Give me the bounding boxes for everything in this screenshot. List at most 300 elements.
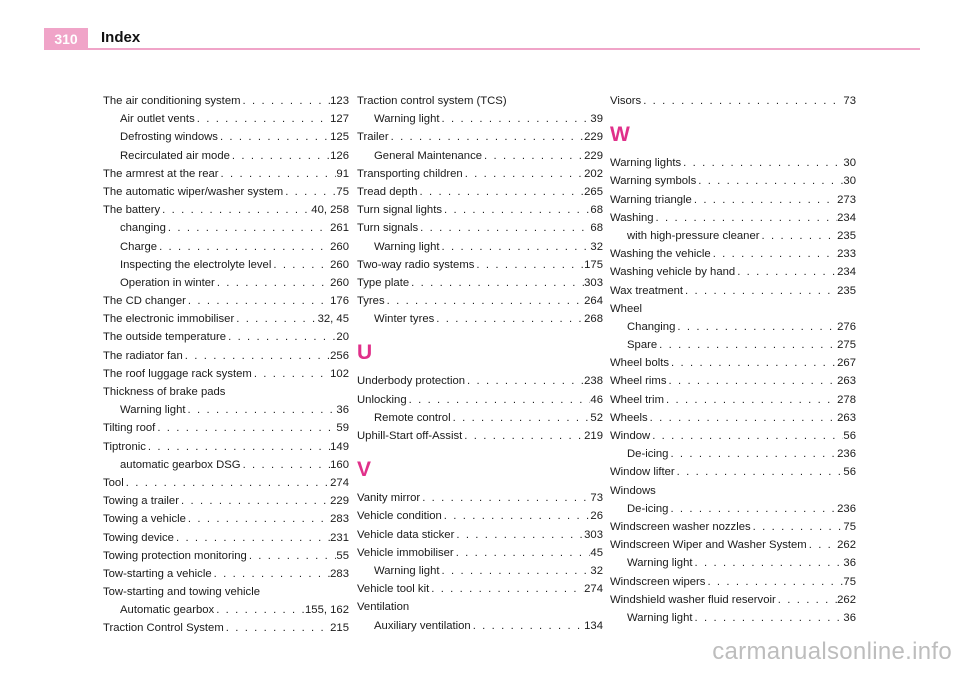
index-entry	[357, 427, 603, 445]
dot-leader	[407, 391, 591, 409]
entry-page-ref: 267	[837, 357, 856, 370]
entry-page-ref: 56	[843, 466, 856, 479]
index-subentry	[103, 238, 349, 256]
entry-page-ref: 219	[584, 430, 603, 442]
entry-page-ref: 276	[837, 320, 856, 333]
page-header	[0, 0, 960, 60]
dot-leader	[440, 110, 591, 128]
entry-page-ref: 20	[336, 331, 349, 344]
index-subentry	[357, 617, 603, 635]
entry-page-ref: 265	[584, 185, 603, 198]
entry-page-ref: 125	[330, 131, 349, 144]
entry-term: Underbody protection	[357, 375, 466, 388]
dot-leader	[166, 219, 330, 237]
entry-page-ref: 45	[590, 546, 603, 559]
entry-term: Trailer	[357, 131, 389, 144]
entry-term: Window	[610, 430, 651, 442]
entry-term: Windshield washer fluid reservoir	[610, 593, 776, 606]
index-entry	[357, 92, 603, 110]
entry-page-ref: 261	[330, 222, 349, 235]
dot-leader	[693, 609, 844, 627]
entry-page-ref: 46	[590, 393, 603, 406]
dot-leader	[157, 238, 330, 256]
index-subentry	[103, 110, 349, 128]
dot-leader	[667, 372, 838, 390]
dot-leader	[146, 438, 330, 456]
index-entry	[357, 201, 603, 219]
index-entry	[103, 529, 349, 547]
entry-page-ref: 229	[584, 131, 603, 144]
index-entry	[610, 172, 856, 190]
dot-leader	[442, 201, 590, 219]
index-entry	[357, 219, 603, 237]
index-entry	[103, 92, 349, 110]
entry-page-ref: 238	[584, 375, 603, 388]
dot-leader	[409, 274, 584, 292]
entry-term: Tread depth	[357, 185, 418, 198]
dot-leader	[179, 492, 330, 510]
entry-term: Vehicle condition	[357, 510, 442, 523]
entry-page-ref: 215	[330, 622, 349, 635]
index-subentry	[357, 147, 603, 165]
index-entry	[357, 372, 603, 390]
index-subentry	[103, 219, 349, 237]
entry-term: Washing	[610, 211, 654, 224]
entry-term: De-icing	[627, 448, 669, 461]
entry-term: Traction control system (TCS)	[357, 95, 507, 107]
index-entry	[357, 391, 603, 409]
entry-page-ref: 175	[584, 258, 603, 271]
entry-term: Automatic gearbox	[120, 604, 215, 617]
entry-term: Washing the vehicle	[610, 248, 711, 261]
section-letter: V	[357, 458, 372, 482]
index-entry	[103, 547, 349, 565]
entry-term: Tiptronic	[103, 440, 146, 453]
dot-leader	[692, 191, 837, 209]
entry-page-ref: 30	[843, 157, 856, 170]
index-subentry	[610, 227, 856, 245]
entry-term: Defrosting windows	[120, 131, 218, 144]
index-subentry	[610, 336, 856, 354]
entry-term: Vanity mirror	[357, 492, 421, 505]
entry-page-ref: 260	[330, 276, 349, 289]
entry-term: The air conditioning system	[103, 95, 241, 107]
index-subentry	[357, 562, 603, 580]
entry-term: Warning light	[374, 564, 440, 577]
index-entry	[357, 544, 603, 562]
entry-page-ref: 149	[330, 440, 349, 453]
index-entry	[610, 536, 856, 554]
index-subentry	[357, 310, 603, 328]
index-subentry	[610, 554, 856, 572]
index-entry	[357, 598, 603, 616]
dot-leader	[195, 110, 330, 128]
entry-term: The outside temperature	[103, 331, 227, 344]
dot-leader	[226, 328, 336, 346]
entry-term: Spare	[627, 339, 658, 352]
page-title: Index	[101, 29, 141, 46]
dot-leader	[751, 518, 844, 536]
entry-term: Vehicle immobiliser	[357, 546, 454, 559]
index-entry	[103, 510, 349, 528]
entry-page-ref: 160	[330, 458, 349, 471]
entry-term: Wheel bolts	[610, 357, 670, 370]
entry-page-ref: 283	[330, 513, 349, 526]
index-entry	[103, 565, 349, 583]
entry-page-ref: 30	[843, 175, 856, 188]
entry-page-ref: 127	[330, 113, 349, 126]
entry-term: Towing a trailer	[103, 495, 179, 508]
entry-term: Tilting roof	[103, 422, 156, 435]
entry-term: Warning triangle	[610, 193, 692, 206]
entry-term: The roof luggage rack system	[103, 367, 252, 380]
index-entry	[103, 438, 349, 456]
index-entry	[103, 619, 349, 637]
entry-term: Warning symbols	[610, 175, 697, 188]
entry-term: Remote control	[374, 411, 451, 424]
entry-term: Ventilation	[357, 601, 410, 614]
index-subentry	[103, 147, 349, 165]
entry-term: Warning light	[627, 611, 693, 624]
entry-term: Windscreen Wiper and Washer System	[610, 539, 807, 552]
entry-page-ref: 256	[330, 349, 349, 362]
dot-leader	[440, 238, 591, 256]
entry-page-ref: 273	[837, 193, 856, 206]
entry-term: Inspecting the electrolyte level	[120, 258, 272, 271]
dot-leader	[454, 526, 584, 544]
index-entry	[610, 263, 856, 281]
entry-term: Washing vehicle by hand	[610, 266, 736, 279]
index-entry	[357, 128, 603, 146]
dot-leader	[160, 201, 311, 219]
entry-term: The automatic wiper/washer system	[103, 185, 284, 198]
index-entry	[103, 201, 349, 219]
dot-leader	[434, 310, 584, 328]
entry-term: Uphill-Start off-Assist	[357, 430, 463, 442]
entry-term: The radiator fan	[103, 349, 183, 362]
entry-term: Wheels	[610, 411, 648, 424]
index-entry	[357, 165, 603, 183]
page-number: 310	[44, 28, 88, 49]
index-subentry	[103, 456, 349, 474]
index-entry	[357, 256, 603, 274]
dot-leader	[218, 128, 330, 146]
dot-leader	[648, 409, 837, 427]
entry-page-ref: 303	[584, 528, 603, 541]
dot-leader	[418, 183, 585, 201]
dot-leader	[641, 92, 843, 110]
entry-page-ref: 275	[837, 339, 856, 352]
dot-leader	[241, 456, 331, 474]
index-column-2	[357, 92, 603, 635]
dot-leader	[668, 445, 837, 463]
entry-term: Two-way radio systems	[357, 258, 475, 271]
entry-term: Warning lights	[610, 157, 682, 170]
index-subentry	[103, 274, 349, 292]
index-entry	[610, 482, 856, 500]
index-subentry	[103, 601, 349, 619]
index-subentry	[103, 401, 349, 419]
entry-term: Warning light	[374, 240, 440, 253]
entry-page-ref: 73	[843, 95, 856, 107]
dot-leader	[183, 347, 330, 365]
entry-page-ref: 73	[590, 492, 603, 505]
dot-leader	[247, 547, 337, 565]
entry-term: Tool	[103, 476, 124, 489]
index-entry	[103, 183, 349, 201]
entry-term: Towing device	[103, 531, 174, 544]
dot-leader	[711, 245, 837, 263]
index-column-3	[610, 92, 856, 627]
entry-term: General Maintenance	[374, 149, 483, 162]
entry-term: Wheel trim	[610, 393, 664, 406]
entry-page-ref: 91	[336, 167, 349, 180]
index-entry	[103, 492, 349, 510]
entry-term: De-icing	[627, 502, 669, 515]
entry-page-ref: 32, 45	[317, 313, 349, 326]
dot-leader	[482, 147, 584, 165]
index-entry	[103, 383, 349, 401]
dot-leader	[760, 227, 838, 245]
entry-page-ref: 274	[584, 583, 603, 596]
index-entry	[610, 191, 856, 209]
entry-page-ref: 59	[336, 422, 349, 435]
dot-leader	[807, 536, 837, 554]
index-entry	[357, 292, 603, 310]
entry-term: Turn signals	[357, 222, 419, 235]
entry-term: Changing	[627, 320, 676, 333]
entry-page-ref: 134	[584, 619, 603, 632]
dot-leader	[668, 500, 837, 518]
entry-term: Thickness of brake pads	[103, 386, 226, 398]
dot-leader	[463, 165, 584, 183]
index-entry	[610, 518, 856, 536]
index-subentry	[357, 110, 603, 128]
dot-leader	[224, 619, 330, 637]
dot-leader	[675, 463, 844, 481]
entry-page-ref: 55	[336, 549, 349, 562]
index-entry	[103, 347, 349, 365]
dot-leader	[693, 554, 844, 572]
entry-page-ref: 68	[590, 222, 603, 235]
entry-term: Traction Control System	[103, 622, 224, 635]
index-entry	[610, 427, 856, 445]
entry-term: Type plate	[357, 276, 410, 289]
entry-page-ref: 52	[590, 411, 603, 424]
entry-page-ref: 260	[330, 258, 349, 271]
entry-page-ref: 32	[590, 240, 603, 253]
entry-term: Warning light	[120, 404, 186, 417]
entry-page-ref: 32	[590, 564, 603, 577]
index-subentry	[610, 500, 856, 518]
watermark-text: carmanualsonline.info	[712, 638, 952, 665]
dot-leader	[657, 336, 837, 354]
entry-term: Turn signal lights	[357, 204, 442, 217]
dot-leader	[451, 409, 591, 427]
dot-leader	[683, 282, 837, 300]
index-entry	[610, 154, 856, 172]
entry-term: changing	[120, 222, 166, 235]
entry-page-ref: 126	[330, 149, 349, 162]
entry-term: Recirculated air mode	[120, 149, 230, 162]
entry-page-ref: 39	[590, 113, 603, 126]
entry-page-ref: 36	[843, 611, 856, 624]
dot-leader	[664, 391, 837, 409]
dot-leader	[186, 292, 330, 310]
dot-leader	[474, 256, 584, 274]
entry-page-ref: 234	[837, 266, 856, 279]
index-entry	[610, 573, 856, 591]
entry-term: The electronic immobiliser	[103, 313, 235, 326]
index-subentry	[357, 238, 603, 256]
dot-leader	[124, 474, 330, 492]
index-entry	[103, 474, 349, 492]
entry-page-ref: 75	[843, 520, 856, 533]
index-entry	[610, 591, 856, 609]
entry-page-ref: 202	[584, 167, 603, 180]
index-entry	[610, 372, 856, 390]
index-subentry	[610, 445, 856, 463]
entry-term: Tyres	[357, 295, 385, 308]
entry-page-ref: 56	[843, 430, 856, 442]
entry-term: The armrest at the rear	[103, 167, 219, 180]
entry-term: Charge	[120, 240, 158, 253]
entry-term: Winter tyres	[374, 313, 435, 326]
entry-page-ref: 75	[336, 185, 349, 198]
index-entry	[357, 526, 603, 544]
index-entry	[103, 165, 349, 183]
dot-leader	[440, 562, 591, 580]
entry-page-ref: 229	[584, 149, 603, 162]
entry-term: Visors	[610, 95, 642, 107]
entry-page-ref: 303	[584, 276, 603, 289]
entry-page-ref: 262	[837, 593, 856, 606]
dot-leader	[418, 219, 590, 237]
header-rule	[44, 48, 920, 50]
dot-leader	[241, 92, 331, 110]
index-entry	[610, 209, 856, 227]
entry-term: Auxiliary ventilation	[374, 619, 471, 632]
entry-term: Operation in winter	[120, 276, 215, 289]
dot-leader	[735, 263, 837, 281]
entry-term: Wheel rims	[610, 375, 667, 388]
entry-page-ref: 278	[837, 393, 856, 406]
entry-page-ref: 283	[330, 567, 349, 580]
entry-term: Air outlet vents	[120, 113, 195, 126]
entry-page-ref: 236	[837, 502, 856, 515]
dot-leader	[650, 427, 843, 445]
entry-page-ref: 263	[837, 375, 856, 388]
index-entry	[103, 292, 349, 310]
entry-term: Windscreen wipers	[610, 575, 706, 588]
entry-term: Unlocking	[357, 393, 407, 406]
index-column-1	[103, 92, 349, 638]
index-entry	[610, 92, 856, 110]
index-entry	[103, 365, 349, 383]
entry-term: Wax treatment	[610, 284, 684, 297]
entry-page-ref: 26	[590, 510, 603, 523]
index-subentry	[357, 409, 603, 427]
dot-leader	[186, 401, 337, 419]
entry-page-ref: 235	[837, 284, 856, 297]
index-entry	[357, 183, 603, 201]
entry-term: The battery	[103, 204, 161, 217]
index-entry	[357, 489, 603, 507]
dot-leader	[385, 292, 585, 310]
entry-page-ref: 233	[837, 248, 856, 261]
index-entry	[103, 419, 349, 437]
dot-leader	[219, 165, 337, 183]
entry-term: Warning light	[374, 113, 440, 126]
entry-page-ref: 234	[837, 211, 856, 224]
dot-leader	[675, 318, 837, 336]
index-entry	[357, 580, 603, 598]
dot-leader	[389, 128, 585, 146]
dot-leader	[681, 154, 843, 172]
dot-leader	[234, 310, 317, 328]
entry-page-ref: 176	[330, 295, 349, 308]
index-entry	[357, 507, 603, 525]
index-entry	[357, 274, 603, 292]
index-entry	[610, 282, 856, 300]
entry-page-ref: 231	[330, 531, 349, 544]
entry-page-ref: 75	[843, 575, 856, 588]
entry-page-ref: 102	[330, 367, 349, 380]
index-entry	[610, 391, 856, 409]
dot-leader	[776, 591, 837, 609]
dot-leader	[186, 510, 330, 528]
index-entry	[610, 354, 856, 372]
index-entry	[103, 583, 349, 601]
dot-leader	[252, 365, 330, 383]
dot-leader	[214, 601, 305, 619]
index-entry	[610, 300, 856, 318]
dot-leader	[230, 147, 330, 165]
dot-leader	[283, 183, 336, 201]
entry-term: Towing a vehicle	[103, 513, 186, 526]
dot-leader	[696, 172, 843, 190]
entry-page-ref: 36	[336, 404, 349, 417]
entry-term: Transporting children	[357, 167, 463, 180]
entry-term: Wheel	[610, 302, 643, 315]
entry-term: Towing protection monitoring	[103, 549, 247, 562]
dot-leader	[654, 209, 838, 227]
dot-leader	[705, 573, 843, 591]
entry-page-ref: 274	[330, 476, 349, 489]
index-entry	[103, 310, 349, 328]
entry-page-ref: 40, 258	[311, 204, 349, 217]
index-entry	[103, 328, 349, 346]
entry-page-ref: 68	[590, 204, 603, 217]
dot-leader	[429, 580, 584, 598]
entry-page-ref: 235	[837, 229, 856, 242]
entry-page-ref: 123	[330, 95, 349, 107]
dot-leader	[155, 419, 336, 437]
entry-page-ref: 236	[837, 448, 856, 461]
index-subentry	[610, 318, 856, 336]
index-subentry	[103, 128, 349, 146]
dot-leader	[420, 489, 590, 507]
dot-leader	[454, 544, 591, 562]
entry-term: Vehicle tool kit	[357, 583, 430, 596]
index-subentry	[103, 256, 349, 274]
entry-page-ref: 263	[837, 411, 856, 424]
entry-term: Warning light	[627, 557, 693, 570]
entry-term: with high-pressure cleaner	[627, 229, 760, 242]
dot-leader	[215, 274, 330, 292]
entry-page-ref: 264	[584, 295, 603, 308]
entry-page-ref: 155, 162	[305, 604, 349, 617]
